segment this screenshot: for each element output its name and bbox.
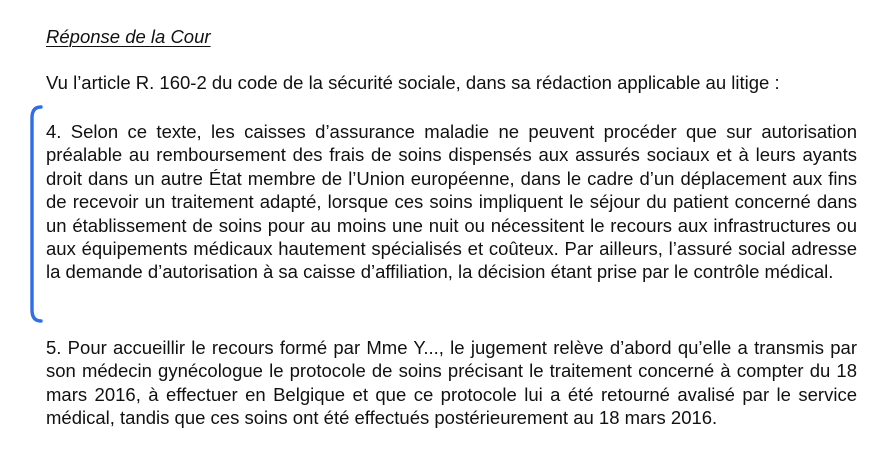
paragraph-4: 4. Selon ce texte, les caisses d’assurance maladie ne peuvent procéder que sur autorisation préalable au remboursement des frais de soins dispensés aux assurés sociaux et à leurs ayants droit dans un autre État membre de l’Union européenne, dans le cadre d’un déplacement aux fins de recevoir un traitement adapté, lorsque ces soins impliquent le séjour du patient concerné dans un établissement de soins pour au moins une nuit ou nécessitent le recours aux infrastructures ou aux équipements médicaux hautement spécialisés et coûteux. Par ailleurs, l’assuré social adresse la demande d’autorisation à sa caisse d’affiliation, la décision étant prise par le contrôle médical. <box>46 121 857 283</box>
paragraph-5: 5. Pour accueillir le recours formé par Mme Y..., le jugement relève d’abord qu’elle a transmis par son médecin gynécologue le protocole de soins précisant le traitement concerné à compter du 18 mars 2016, à effectuer en Belgique et que ce protocole lui a été retourné avalisé par le service médical, tandis que ces soins ont été effectués postérieurement au 18 mars 2016. <box>46 337 857 429</box>
intro-line: Vu l’article R. 160-2 du code de la sécurité sociale, dans sa rédaction applicable au litige : <box>46 72 780 93</box>
decision-heading: Réponse de la Cour <box>46 26 211 47</box>
highlight-bracket <box>24 104 44 324</box>
